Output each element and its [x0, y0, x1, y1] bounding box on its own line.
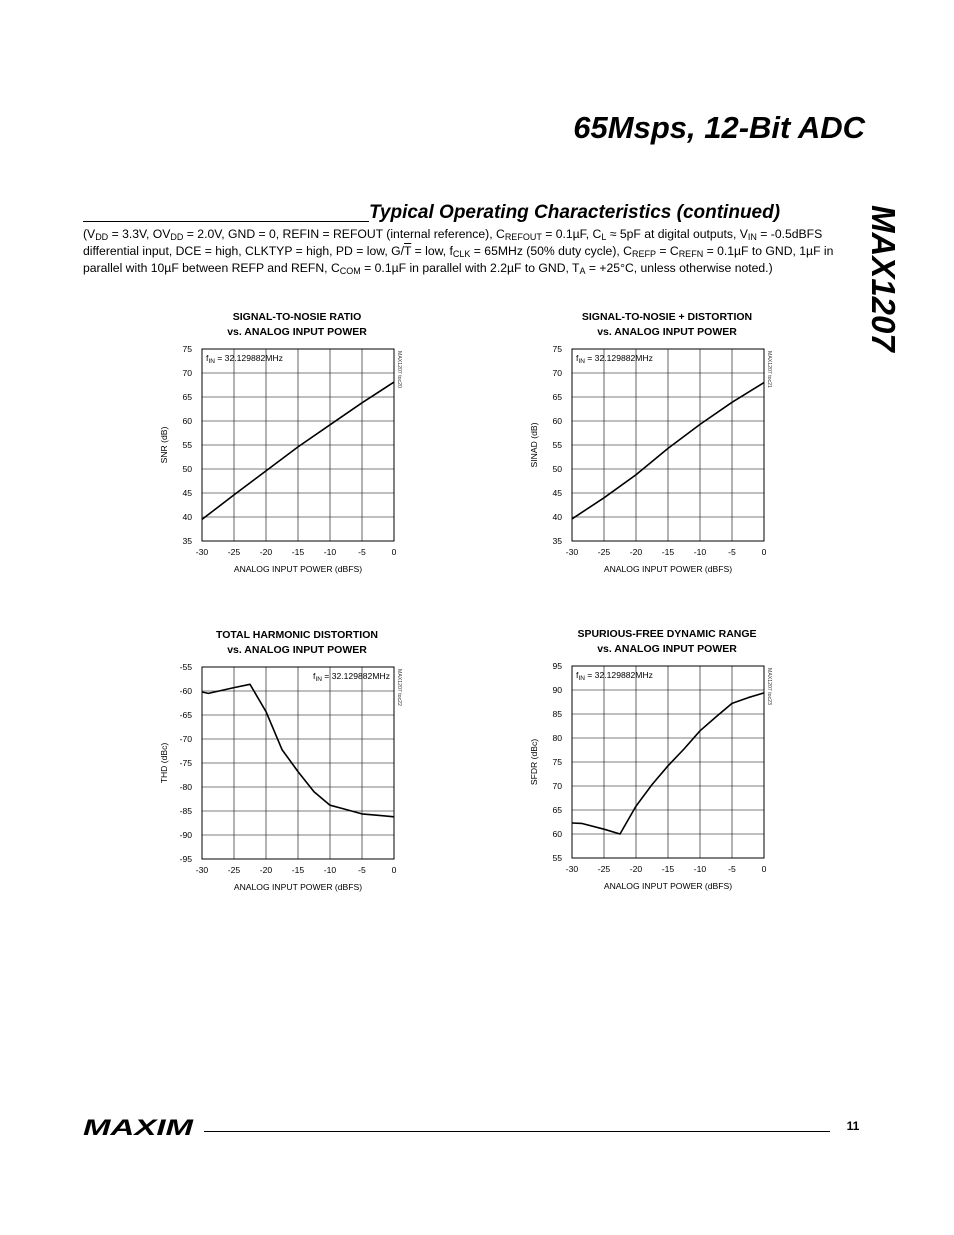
x-tick-label: -25	[597, 547, 611, 557]
y-tick-label: 70	[182, 368, 192, 378]
y-tick-label: 65	[182, 392, 192, 402]
x-tick-label: -25	[227, 547, 241, 557]
x-tick-label: -30	[565, 864, 579, 874]
condition-text: ≈ 5pF at digital outputs, V	[606, 227, 748, 241]
condition-text: = 0.1µF to GND, 1µF in parallel with 10µF between REFP and REFN, C	[83, 244, 834, 275]
x-tick-label: -10	[323, 547, 337, 557]
x-tick-label: -30	[195, 547, 209, 557]
part-number-svg	[858, 205, 908, 365]
condition-text: = C	[655, 244, 679, 258]
y-tick-label: 60	[182, 416, 192, 426]
x-tick-label: -30	[195, 865, 209, 875]
chart-sinad	[525, 310, 825, 590]
figure-id: MAX1207 toc21	[766, 351, 772, 388]
x-tick-label: -25	[597, 864, 611, 874]
y-tick-label: -55	[179, 662, 192, 672]
chart-title-line: vs. ANALOG INPUT POWER	[227, 644, 367, 656]
y-tick-label: 55	[552, 440, 562, 450]
maxim-logo-text: MAXIM	[83, 1116, 195, 1138]
x-tick-label: -10	[323, 865, 337, 875]
chart-svg	[155, 628, 455, 908]
chart-title-line: vs. ANALOG INPUT POWER	[597, 643, 737, 655]
y-axis-label: SINAD (dB)	[529, 422, 539, 468]
annotation-subscript: IN	[208, 358, 215, 365]
document-title: 65Msps, 12-Bit ADC	[573, 110, 865, 145]
condition-subscript: DD	[95, 232, 109, 242]
x-tick-label: -15	[661, 864, 675, 874]
y-tick-label: 90	[552, 685, 562, 695]
x-tick-label: -10	[693, 864, 707, 874]
y-tick-label: 65	[552, 805, 562, 815]
chart-title-line: vs. ANALOG INPUT POWER	[227, 326, 367, 338]
maxim-logo-svg	[83, 1116, 195, 1138]
condition-subscript: CLK	[452, 249, 471, 259]
y-tick-label: 50	[552, 464, 562, 474]
annotation-value: = 32.129882MHz	[584, 670, 653, 680]
y-tick-label: -65	[179, 710, 192, 720]
y-tick-label: -95	[179, 854, 192, 864]
annotation-symbol: f	[576, 353, 579, 363]
condition-text: = low, f	[411, 244, 453, 258]
y-tick-label: 60	[552, 416, 562, 426]
x-tick-label: -5	[728, 547, 736, 557]
chart-title-line: vs. ANALOG INPUT POWER	[597, 326, 737, 338]
annotation-value: = 32.129882MHz	[321, 671, 390, 681]
x-tick-label: -15	[661, 547, 675, 557]
chart-snr	[155, 310, 455, 590]
condition-text: (V	[83, 227, 96, 241]
x-tick-label: -15	[291, 547, 305, 557]
y-tick-label: 85	[552, 709, 562, 719]
input-frequency-annotation	[313, 671, 390, 683]
y-tick-label: 45	[182, 488, 192, 498]
x-tick-label: -20	[629, 547, 643, 557]
x-tick-label: -20	[259, 547, 273, 557]
x-tick-label: -25	[227, 865, 241, 875]
chart-sfdr	[525, 627, 825, 907]
condition-subscript: DD	[170, 232, 184, 242]
condition-text: = 65MHz (50% duty cycle), C	[470, 244, 632, 258]
y-tick-label: 40	[182, 512, 192, 522]
condition-text: = 0.1µF in parallel with 2.2µF to GND, T	[360, 261, 580, 275]
x-tick-label: -5	[358, 865, 366, 875]
y-tick-label: 95	[552, 661, 562, 671]
condition-text: = 0.1µF, C	[541, 227, 602, 241]
part-number-text: MAX1207	[865, 205, 902, 352]
y-tick-label: 70	[552, 368, 562, 378]
y-tick-label: 60	[552, 829, 562, 839]
chart-title-line: SPURIOUS-FREE DYNAMIC RANGE	[577, 628, 757, 640]
annotation-subscript: IN	[578, 358, 585, 365]
x-tick-label: -5	[728, 864, 736, 874]
y-tick-label: 45	[552, 488, 562, 498]
y-tick-label: 35	[552, 536, 562, 546]
condition-text: = -0.5dBFS differential input, DCE = high, CLKTYP = high, PD = low, G/	[83, 227, 823, 258]
y-axis-label: SNR (dB)	[159, 426, 169, 464]
condition-text: = +25°C, unless otherwise noted.)	[585, 261, 773, 275]
chart-title-line: SIGNAL-TO-NOSIE + DISTORTION	[581, 311, 753, 323]
section-rule	[83, 221, 369, 222]
y-tick-label: 40	[552, 512, 562, 522]
x-tick-label: -10	[693, 547, 707, 557]
x-tick-label: 0	[391, 865, 397, 875]
annotation-subscript: IN	[578, 675, 585, 682]
annotation-subscript: IN	[315, 676, 322, 683]
x-tick-label: -15	[291, 865, 305, 875]
chart-title-line: TOTAL HARMONIC DISTORTION	[216, 629, 378, 641]
input-frequency-annotation	[206, 353, 283, 365]
x-axis-label: ANALOG INPUT POWER (dBFS)	[233, 882, 363, 892]
y-tick-label: 35	[182, 536, 192, 546]
x-tick-label: 0	[761, 547, 767, 557]
page-number: 11	[846, 1119, 860, 1133]
condition-subscript: COM	[339, 266, 361, 276]
condition-overline: $\overline{T}$	[404, 244, 412, 258]
y-tick-label: -75	[179, 758, 192, 768]
y-tick-label: 55	[182, 440, 192, 450]
chart-thd	[155, 628, 455, 908]
annotation-symbol: f	[206, 353, 209, 363]
y-tick-label: -60	[179, 686, 192, 696]
y-tick-label: -70	[179, 734, 192, 744]
y-tick-label: -80	[179, 782, 192, 792]
section-title: Typical Operating Characteristics (continued)	[369, 202, 781, 223]
input-frequency-annotation	[576, 353, 653, 365]
condition-subscript: REFOUT	[504, 232, 542, 242]
annotation-symbol: f	[313, 671, 316, 681]
footer-rule	[204, 1131, 830, 1132]
figure-id: MAX1207 toc22	[396, 669, 402, 706]
part-number-vertical	[858, 205, 908, 365]
chart-svg	[525, 627, 825, 907]
x-tick-label: 0	[761, 864, 767, 874]
y-tick-label: 75	[552, 344, 562, 354]
test-conditions	[83, 226, 863, 277]
y-tick-label: 65	[552, 392, 562, 402]
y-tick-label: 55	[552, 853, 562, 863]
chart-title-line: SIGNAL-TO-NOSIE RATIO	[232, 311, 362, 323]
y-tick-label: 70	[552, 781, 562, 791]
figure-id: MAX1207 toc20	[396, 351, 402, 388]
condition-subscript: A	[579, 266, 586, 276]
y-tick-label: -90	[179, 830, 192, 840]
condition-subscript: IN	[747, 232, 757, 242]
x-tick-label: -30	[565, 547, 579, 557]
condition-text: = 3.3V, OV	[108, 227, 171, 241]
y-axis-label: THD (dBc)	[159, 742, 169, 784]
y-tick-label: -85	[179, 806, 192, 816]
x-axis-label: ANALOG INPUT POWER (dBFS)	[603, 881, 733, 891]
input-frequency-annotation	[576, 670, 653, 682]
condition-subscript: REFP	[631, 249, 656, 259]
x-axis-label: ANALOG INPUT POWER (dBFS)	[233, 564, 363, 574]
chart-svg	[155, 310, 455, 590]
y-tick-label: 75	[552, 757, 562, 767]
x-axis-label: ANALOG INPUT POWER (dBFS)	[603, 564, 733, 574]
annotation-value: = 32.129882MHz	[584, 353, 653, 363]
condition-subscript: REFN	[678, 249, 704, 259]
condition-subscript: L	[601, 232, 607, 242]
x-tick-label: -20	[259, 865, 273, 875]
x-tick-label: 0	[391, 547, 397, 557]
condition-text: = 2.0V, GND = 0, REFIN = REFOUT (internal reference), C	[183, 227, 505, 241]
annotation-symbol: f	[576, 670, 579, 680]
x-tick-label: -20	[629, 864, 643, 874]
y-axis-label: SFDR (dBc)	[529, 738, 539, 786]
chart-svg	[525, 310, 825, 590]
x-tick-label: -5	[358, 547, 366, 557]
figure-id: MAX1207 toc23	[766, 668, 772, 705]
y-tick-label: 75	[182, 344, 192, 354]
annotation-value: = 32.129882MHz	[214, 353, 283, 363]
maxim-logo	[83, 1116, 195, 1138]
y-tick-label: 80	[552, 733, 562, 743]
y-tick-label: 50	[182, 464, 192, 474]
